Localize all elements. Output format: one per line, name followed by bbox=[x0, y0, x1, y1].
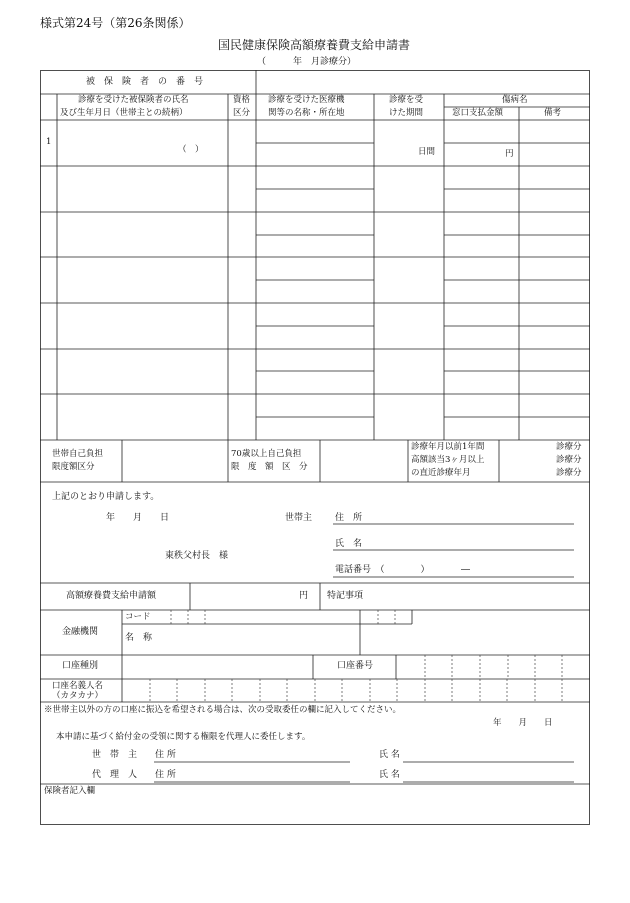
claim-amount-yen: 円 bbox=[299, 591, 309, 601]
relation-parentheses: （ ） bbox=[178, 145, 204, 155]
insured-number-field[interactable] bbox=[259, 72, 587, 92]
delegation-date: 年 月 日 bbox=[493, 718, 553, 728]
form-subtitle: （ 年 月診療分） bbox=[257, 57, 357, 67]
household-limit-label-line1: 世帯自己負担 bbox=[52, 449, 104, 459]
address-field[interactable] bbox=[378, 510, 573, 523]
col-period-header-line1: 診療を受 bbox=[389, 95, 424, 105]
over70-limit-label-line1: 70歳以上自己負担 bbox=[231, 449, 302, 459]
bank-name-label: 名 称 bbox=[125, 633, 153, 643]
delegator-label: 世 帯 主 bbox=[92, 750, 138, 760]
bank-name-field[interactable] bbox=[160, 628, 355, 650]
form-title: 国民健康保険高額療養費支給申請書 bbox=[218, 38, 411, 52]
col-institution-header-line2: 関等の名称・所在地 bbox=[268, 108, 345, 118]
history-label-line2: 高額該当3ヶ月以上 bbox=[411, 455, 485, 465]
agent-label: 代 理 人 bbox=[92, 770, 138, 780]
col-amount-header: 窓口支払金額 bbox=[452, 108, 504, 118]
over70-limit-label-line2: 限 度 額 区 分 bbox=[231, 462, 308, 472]
col-name-header-line2: 及び生年月日（世帯主との続柄） bbox=[60, 108, 188, 118]
insured-number-label: 被 保 険 者 の 番 号 bbox=[86, 77, 204, 87]
institution-field[interactable] bbox=[259, 123, 371, 141]
insurer-entry-label: 保険者記入欄 bbox=[44, 786, 96, 796]
delegation-note: ※世帯主以外の方の口座に振込を希望される場合は、次の受取委任の欄に記入してください。 bbox=[44, 705, 402, 715]
disease-field[interactable] bbox=[447, 123, 587, 141]
claim-amount-label: 高額療養費支給申請額 bbox=[66, 591, 157, 601]
yen-unit: 円 bbox=[505, 149, 514, 159]
bank-code-label: コード bbox=[125, 612, 151, 622]
col-institution-header-line1: 診療を受けた医療機 bbox=[268, 95, 345, 105]
col-period-header-line2: けた期間 bbox=[389, 108, 424, 118]
delegator-name-label: 氏 名 bbox=[379, 750, 400, 760]
address-label: 住 所 bbox=[335, 513, 363, 523]
patient-name-field[interactable] bbox=[60, 123, 225, 143]
household-head-label: 世帯主 bbox=[285, 513, 313, 523]
col-name-header-line1: 診療を受けた被保険者の氏名 bbox=[78, 95, 189, 105]
history-month-1: 診療分 bbox=[556, 442, 582, 452]
delegator-address-label: 住 所 bbox=[155, 750, 176, 760]
account-number-label: 口座番号 bbox=[337, 661, 374, 671]
account-type-label: 口座種別 bbox=[62, 661, 99, 671]
col-qualification-header-line2: 区分 bbox=[233, 108, 251, 118]
history-month-3: 診療分 bbox=[556, 468, 582, 478]
agent-address-label: 住 所 bbox=[155, 770, 176, 780]
col-disease-header: 傷病名 bbox=[502, 95, 528, 105]
application-date: 年 月 日 bbox=[106, 513, 170, 523]
col-qualification-header-line1: 資格 bbox=[233, 95, 251, 105]
delegation-statement: 本申請に基づく給付金の受領に関する権限を代理人に委任します。 bbox=[56, 732, 311, 742]
history-label-line3: の直近診療年月 bbox=[411, 468, 471, 478]
addressee-label: 東秩父村長 様 bbox=[165, 551, 229, 561]
row-number: 1 bbox=[46, 137, 52, 147]
agent-name-label: 氏 名 bbox=[379, 770, 400, 780]
special-notes-label: 特記事項 bbox=[327, 591, 364, 601]
account-holder-label-line2: （カタカナ） bbox=[52, 691, 104, 701]
days-unit: 日間 bbox=[418, 147, 436, 157]
claim-amount-field[interactable] bbox=[194, 587, 294, 605]
history-label-line1: 診療年月以前1年間 bbox=[411, 442, 485, 452]
name-label: 氏 名 bbox=[335, 539, 363, 549]
name-field[interactable] bbox=[378, 536, 573, 549]
form-number-label: 様式第24号（第26条関係） bbox=[40, 16, 191, 30]
phone-label: 電話番号 （ ） ― bbox=[335, 565, 471, 575]
account-holder-label-line1: 口座名義人名 bbox=[52, 681, 104, 691]
history-month-2: 診療分 bbox=[556, 455, 582, 465]
col-remarks-header: 備考 bbox=[544, 108, 562, 118]
bank-label: 金融機関 bbox=[62, 627, 99, 637]
application-statement: 上記のとおり申請します。 bbox=[52, 492, 160, 502]
household-limit-label-line2: 限度額区分 bbox=[52, 462, 95, 472]
